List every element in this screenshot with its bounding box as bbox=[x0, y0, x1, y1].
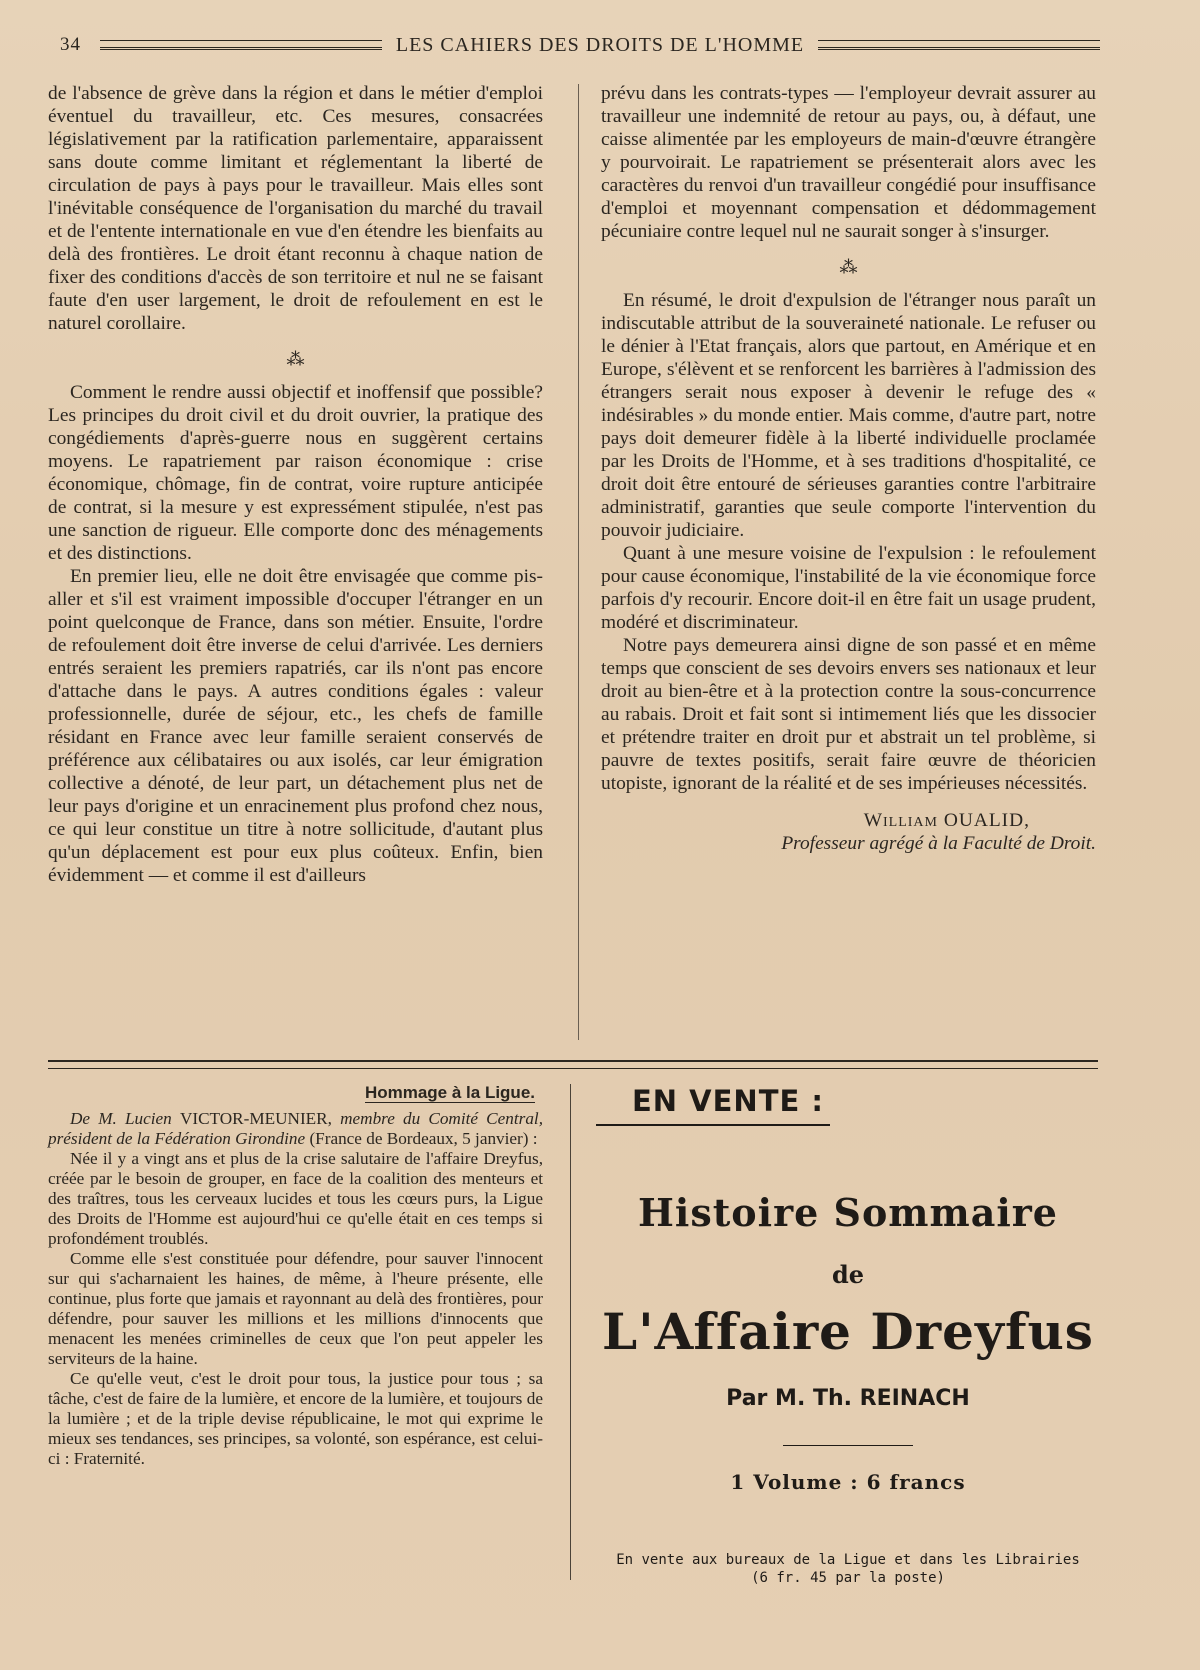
hommage-title-text: Hommage à la Ligue. bbox=[364, 1083, 535, 1102]
article-paragraph: de l'absence de grève dans la région et dans le métier d'emploi éventuel du travailleur, etc. Ces mesures, consacrées législativement par la ratification parlementaire, apparaissent sans doute comme limitant et réglementant la liberté de circulation de pays à pays pour le travailleur. Mais elles sont l'inévitable conséquence de l'organisation du marché du travail et de l'entente internationale en vue d'en étendre les bienfaits au delà des frontières. Le droit étant reconnu à chaque nation de fixer des conditions d'accès de son territoire et nul ne se faisant faute d'en user largement, le droit de refoulement en est le naturel corollaire. bbox=[48, 83, 543, 334]
page-header bbox=[60, 30, 1100, 60]
article-paragraph: En résumé, le droit d'expulsion de l'étranger nous paraît un indiscutable attribut de la souveraineté nationale. Le refuser ou le dénier à l'Etat français, alors que partout, en Amérique et en Europe, s'élèvent et se renforcent les barrières à l'admission des étrangers serait nous exposer à devenir le refuge des « indésirables » du monde entier. Mais comme, d'autre part, notre pays doit demeurer fidèle à la liberté individuelle proclamée par les Droits de l'Homme, et à ses traditions d'hospitalité, ce droit doit être entouré de sérieuses garanties contre l'arbitraire administratif, garanties que seule comporte l'intervention du pouvoir judiciaire. bbox=[601, 290, 1096, 541]
hommage-intro-role: membre du Comité Central, président de la Fédération Girondine bbox=[48, 1109, 543, 1148]
author-signature: William OUALID, bbox=[863, 810, 1030, 831]
advert-title-de: de bbox=[831, 1260, 865, 1289]
advert-heading: EN VENTE : bbox=[596, 1080, 830, 1126]
book-advertisement bbox=[598, 1080, 1098, 1600]
article-paragraph: prévu dans les contrats-types — l'employeur devrait assurer au travailleur une indemnité de retour au pays, ou, à défaut, une caisse alimentée par les employeurs de main-d'œuvre étrangère y pourvoirait. Le rapatriement se présenterait alors avec les caractères du renvoi d'un travailleur congédié pour insuffisance d'emploi et moyennant compensation et dédommagement pécuniaire contre lequel nul ne saurait songer à s'insurger. bbox=[601, 83, 1096, 242]
hommage-intro bbox=[48, 1109, 543, 1149]
article-paragraph: Comment le rendre aussi objectif et inoffensif que possible? Les principes du droit civil et du droit ouvrier, la pratique des congédiements d'après-guerre nous en suggèrent certains moyens. Le rapatriement par raison économique : crise économique, chômage, fin de contrat, voire rupture anticipée de contrat, si la mesure y est expressément stipulée, n'est pas une sanction de rigueur. Elle comporte donc des ménagements et des distinctions. bbox=[48, 382, 543, 564]
advert-title-line2: L'Affaire Dreyfus bbox=[602, 1302, 1094, 1361]
right-column bbox=[601, 82, 1096, 1042]
advert-price: 1 Volume : 6 francs bbox=[730, 1470, 966, 1494]
hommage-paragraph: Ce qu'elle veut, c'est le droit pour tous, la justice pour tous ; sa tâche, c'est de faire de la lumière, et encore de la lumière, et toujours de la lumière ; et de la triple devise républicaine, le mot qui exprime le mieux ses tendances, ses principes, sa volonté, son espérance, est celui-ci : Fraternité. bbox=[48, 1369, 543, 1468]
advert-footer-line2: (6 fr. 45 par la poste) bbox=[751, 1570, 945, 1586]
advert-rule bbox=[783, 1445, 913, 1446]
hommage-intro-suffix: (France de Bordeaux, 5 janvier) : bbox=[309, 1129, 538, 1148]
advert-footer-line1: En vente aux bureaux de la Ligue et dans les Librairies bbox=[616, 1552, 1080, 1568]
hommage-title bbox=[48, 1083, 543, 1103]
asterism-divider: ⁂ bbox=[839, 257, 858, 277]
article-paragraph: En premier lieu, elle ne doit être envisagée que comme pis-aller et s'il est vraiment impossible d'occuper l'étranger en un point quelconque de France, dans son métier. Ensuite, l'ordre de refoulement doit être inverse de celui d'arrivée. Les derniers entrés seraient les premiers rapatriés, car ils n'ont pas encore d'attache dans le pays. A autres conditions égales : valeur professionnelle, durée de séjour, etc., les chefs de famille résidant en France avec leur famille seraient conservés de préférence aux célibataires ou aux isolés, car leur émigration collective a dénoté, de leur part, un détachement plus net de leur pays d'origine et un enracinement plus profond chez nous, ce qui leur constitue un titre à notre sollicitude, d'autant plus qu'un déplacement est pour eux plus coûteux. Enfin, bien évidemment — et comme il est d'ailleurs bbox=[48, 566, 543, 886]
left-column bbox=[48, 82, 543, 1042]
page-number: 34 bbox=[60, 34, 81, 55]
section-separator bbox=[48, 1060, 1098, 1069]
hommage-intro-name: VICTOR-MEUNIER, bbox=[179, 1109, 332, 1128]
publication-title: LES CAHIERS DES DROITS DE L'HOMME bbox=[395, 33, 805, 56]
hommage-section bbox=[48, 1083, 543, 1469]
hommage-paragraph: Née il y a vingt ans et plus de la crise salutaire de l'affaire Dreyfus, créée par le besoin de grouper, en face de la coalition des menteurs et des traîtres, tous les cerveaux lucides et tous les cœurs purs, la Ligue des Droits de l'Homme est aujourd'hui ce qu'elle était en ces temps si profondément troublés. bbox=[48, 1149, 543, 1248]
article-paragraph: Notre pays demeurera ainsi digne de son passé et en même temps que conscient de ses devoirs envers ses nationaux et leur droit au bien-être et à la protection contre la sous-concurrence au rabais. Droit et fait sont si intimement liés que les dissocier et prétendre traiter en droit pur et abstrait un tel problème, si pauvre de textes positifs, serait faire œuvre de théoricien utopiste, ignorant de la réalité et de ses impérieuses nécessités. bbox=[601, 635, 1096, 794]
hommage-paragraph: Comme elle s'est constituée pour défendre, pour sauver l'innocent sur qui s'acharnaient les haines, de même, à l'heure présente, elle continue, plus forte que jamais et rayonnant au delà des frontières, pour défendre, pour sauver les millions et les millions d'innocents que menacent les menées criminelles de ceux que l'on peut appeler les serviteurs de la haine. bbox=[48, 1249, 543, 1368]
author-title: Professeur agrégé à la Faculté de Droit. bbox=[781, 833, 1096, 854]
hommage-intro-prefix: De M. Lucien bbox=[70, 1109, 172, 1128]
header-rule-left bbox=[100, 40, 382, 50]
column-divider bbox=[578, 84, 579, 1040]
article-paragraph: Quant à une mesure voisine de l'expulsion : le refoulement pour cause économique, l'instabilité de la vie économique force parfois d'y recourir. Encore doit-il en être fait un usage prudent, modéré et discriminateur. bbox=[601, 543, 1096, 633]
advert-title-line1: Histoire Sommaire bbox=[638, 1190, 1058, 1235]
header-rule-right bbox=[818, 40, 1100, 50]
bottom-column-divider bbox=[570, 1084, 571, 1580]
advert-author: Par M. Th. REINACH bbox=[726, 1386, 970, 1411]
asterism-divider: ⁂ bbox=[286, 349, 305, 369]
